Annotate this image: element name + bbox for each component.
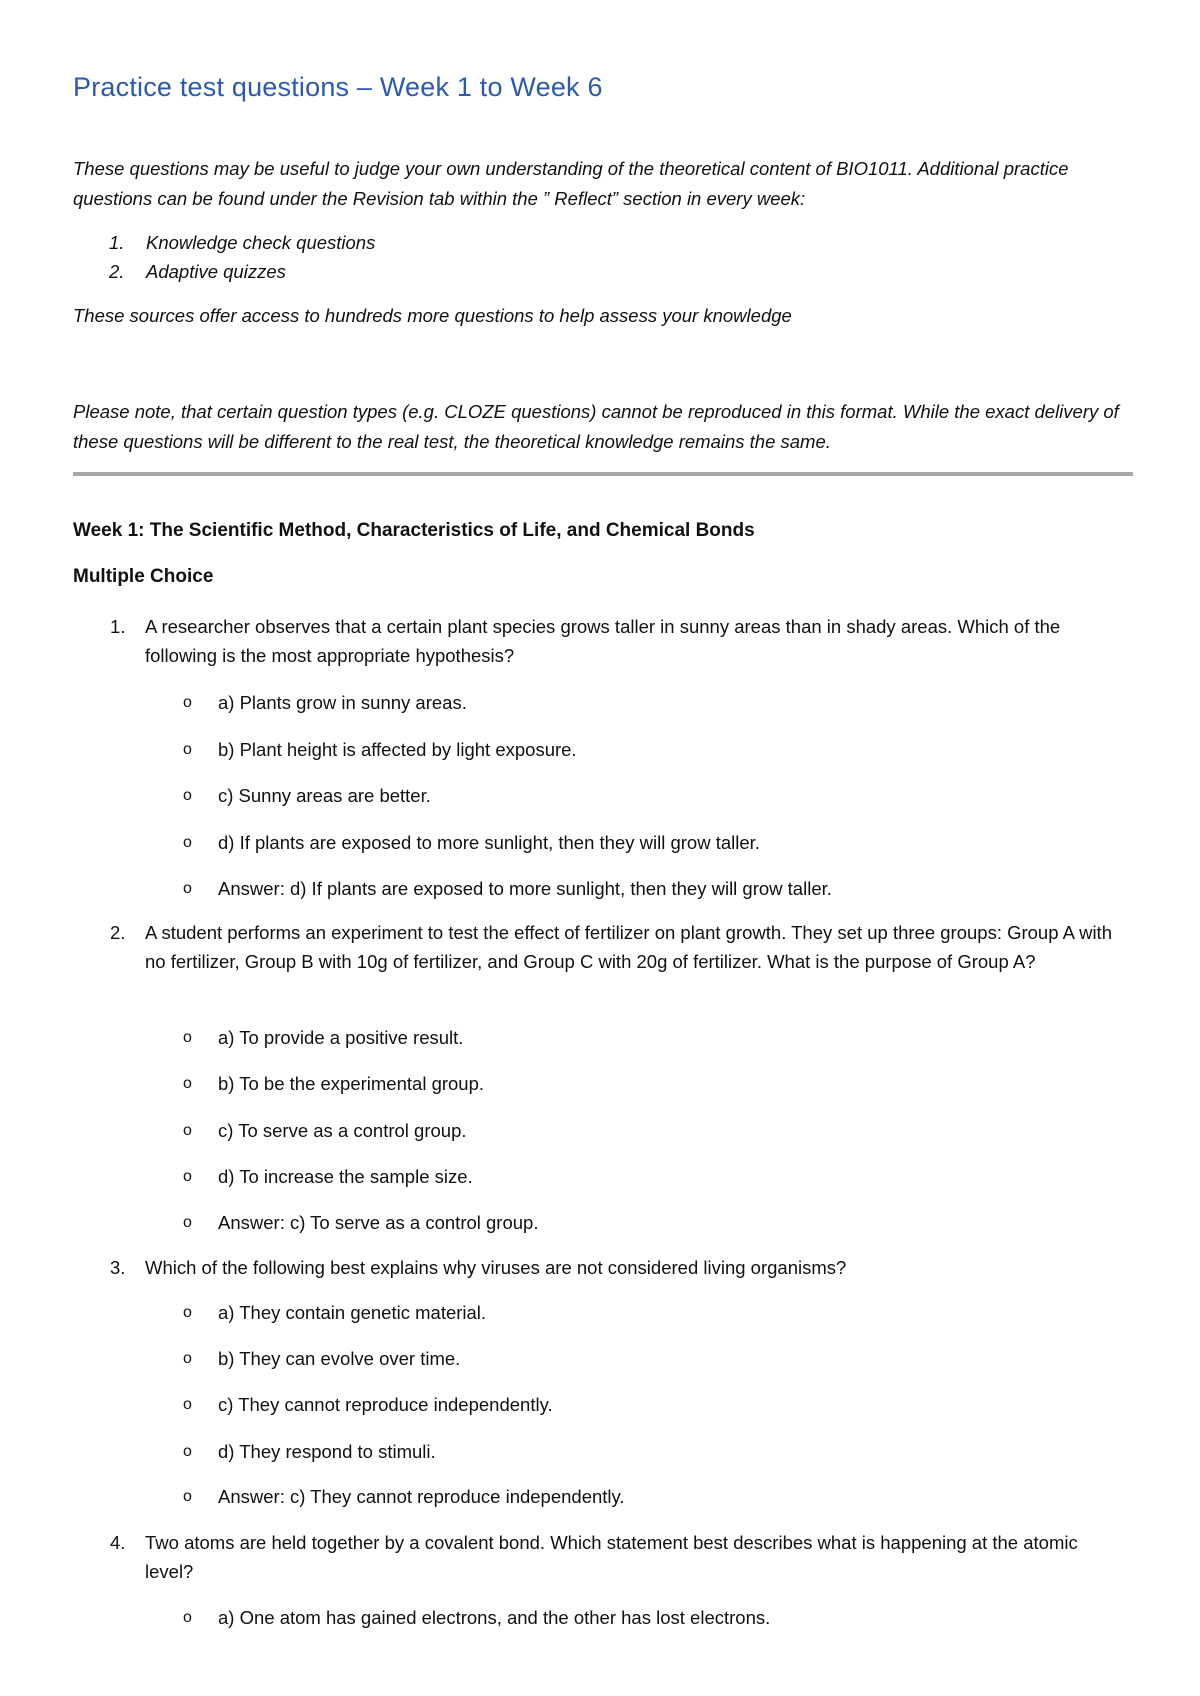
bullet-icon: o <box>183 1075 192 1092</box>
bullet-icon: o <box>183 1029 192 1046</box>
week-heading: Week 1: The Scientific Method, Characteristics of Life, and Chemical Bonds <box>73 520 755 541</box>
answer-option: a) To provide a positive result. <box>218 1027 464 1048</box>
question-number: 1. <box>110 616 126 637</box>
bullet-icon: o <box>183 1396 192 1413</box>
question-text: Two atoms are held together by a covalent bond. Which statement best describes what is happening at the atomic level? <box>145 1532 1078 1582</box>
list-item-text: Adaptive quizzes <box>146 261 286 282</box>
section-heading: Multiple Choice <box>73 566 214 587</box>
question-text: A student performs an experiment to test the effect of fertilizer on plant growth. They set up three groups: Group A with no fertilizer, Group B with 10g of fertilizer, and Group C with 20g of fertilizer. What is the purpose of Group A? <box>145 922 1112 972</box>
horizontal-divider <box>73 472 1133 476</box>
bullet-icon: o <box>183 880 192 897</box>
answer-option: c) To serve as a control group. <box>218 1120 467 1141</box>
answer-option: b) Plant height is affected by light exposure. <box>218 739 577 760</box>
bullet-icon: o <box>183 1488 192 1505</box>
answer-text: Answer: c) They cannot reproduce independently. <box>218 1486 625 1507</box>
list-item-number: 2. <box>109 261 125 282</box>
bullet-icon: o <box>183 787 192 804</box>
bullet-icon: o <box>183 741 192 758</box>
answer-option: a) One atom has gained electrons, and the other has lost electrons. <box>218 1607 771 1628</box>
intro-paragraph: These questions may be useful to judge your own understanding of the theoretical content of BIO1011. Additional practice questions can be found under the Revision tab within the ” Reflect” section in every week: <box>73 158 1069 209</box>
bullet-icon: o <box>183 1214 192 1231</box>
answer-option: c) They cannot reproduce independently. <box>218 1394 553 1415</box>
answer-text: Answer: d) If plants are exposed to more sunlight, then they will grow taller. <box>218 878 832 899</box>
answer-option: c) Sunny areas are better. <box>218 785 431 806</box>
list-item-number: 1. <box>109 232 125 253</box>
question-text: Which of the following best explains why viruses are not considered living organisms? <box>145 1257 847 1278</box>
bullet-icon: o <box>183 1350 192 1367</box>
sources-paragraph: These sources offer access to hundreds more questions to help assess your knowledge <box>73 305 792 326</box>
bullet-icon: o <box>183 834 192 851</box>
answer-option: d) To increase the sample size. <box>218 1166 473 1187</box>
answer-option: a) They contain genetic material. <box>218 1302 487 1323</box>
bullet-icon: o <box>183 1304 192 1321</box>
bullet-icon: o <box>183 1609 192 1626</box>
question-number: 2. <box>110 922 126 943</box>
bullet-icon: o <box>183 1122 192 1139</box>
bullet-icon: o <box>183 1443 192 1460</box>
answer-option: b) They can evolve over time. <box>218 1348 461 1369</box>
bullet-icon: o <box>183 694 192 711</box>
question-text: A researcher observes that a certain plant species grows taller in sunny areas than in shady areas. Which of the following is the most appropriate hypothesis? <box>145 616 1061 666</box>
answer-option: d) They respond to stimuli. <box>218 1441 436 1462</box>
question-number: 4. <box>110 1532 126 1553</box>
answer-text: Answer: c) To serve as a control group. <box>218 1212 539 1233</box>
page-title: Practice test questions – Week 1 to Week 6 <box>73 72 603 102</box>
answer-option: a) Plants grow in sunny areas. <box>218 692 467 713</box>
question-number: 3. <box>110 1257 126 1278</box>
answer-option: b) To be the experimental group. <box>218 1073 485 1094</box>
answer-option: d) If plants are exposed to more sunlight, then they will grow taller. <box>218 832 760 853</box>
bullet-icon: o <box>183 1168 192 1185</box>
note-paragraph: Please note, that certain question types (e.g. CLOZE questions) cannot be reproduced in this format. While the exact delivery of these questions will be different to the real test, the theoretical knowledge remains the same. <box>73 401 1119 452</box>
list-item-text: Knowledge check questions <box>146 232 376 253</box>
